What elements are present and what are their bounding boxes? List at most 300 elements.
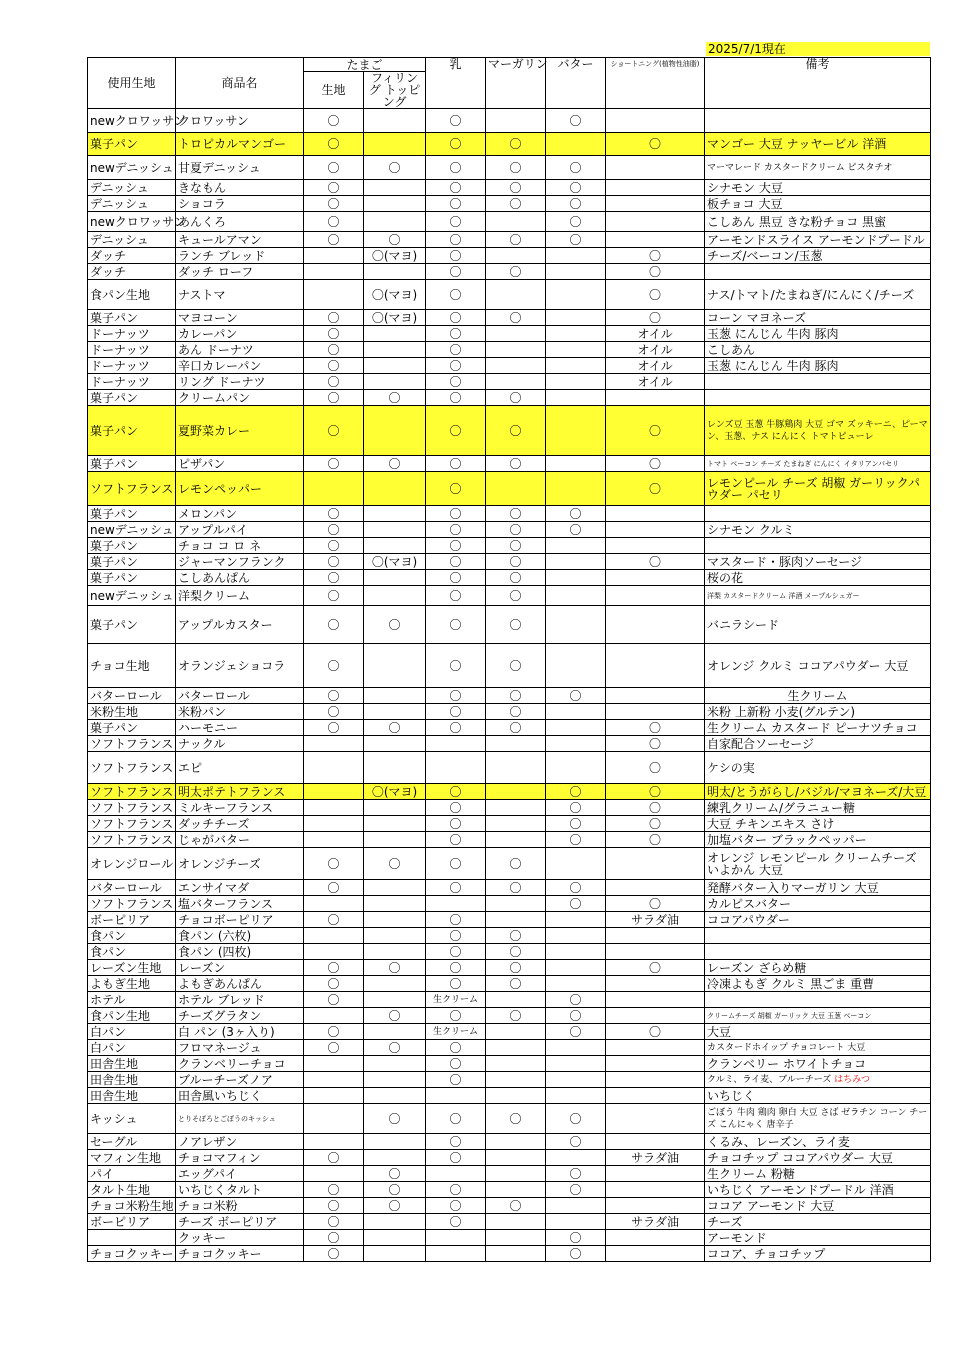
margarine-cell — [486, 342, 546, 358]
milk-cell: 〇 — [426, 1182, 486, 1198]
egg-dough-cell — [304, 1056, 364, 1072]
milk-cell: 〇 — [426, 133, 486, 156]
fabric-cell: newデニッシュ — [88, 522, 176, 538]
egg-dough-cell: 〇 — [304, 133, 364, 156]
table-row — [88, 688, 931, 704]
egg-dough-cell: 〇 — [304, 1040, 364, 1056]
egg-dough-cell — [304, 280, 364, 310]
butter-cell: 〇 — [546, 1230, 606, 1246]
product-cell: 田舎風いちじく — [176, 1088, 304, 1104]
egg-dough-cell — [304, 752, 364, 784]
product-cell: エンサイマダ — [176, 880, 304, 896]
egg-dough-cell: 〇 — [304, 960, 364, 976]
product-cell: ジャーマンフランク — [176, 554, 304, 570]
shortening-cell — [606, 976, 705, 992]
table-row — [88, 180, 931, 196]
butter-cell: 〇 — [546, 180, 606, 196]
fabric-cell: 田舎生地 — [88, 1088, 176, 1104]
egg-dough-cell — [304, 928, 364, 944]
table-row — [88, 912, 931, 928]
egg-filling-cell: 〇 — [364, 156, 426, 180]
margarine-cell — [486, 109, 546, 133]
milk-cell: 〇 — [426, 472, 486, 506]
butter-cell — [546, 264, 606, 280]
product-cell: キュールアマン — [176, 232, 304, 248]
margarine-cell: 〇 — [486, 196, 546, 212]
notes-cell: シナモン 大豆 — [705, 180, 931, 196]
product-cell: メロンパン — [176, 506, 304, 522]
egg-filling-cell — [364, 472, 426, 506]
milk-cell — [426, 1088, 486, 1104]
notes-cell: 加塩バター ブラックペッパー — [705, 832, 931, 848]
table-row — [88, 992, 931, 1008]
product-cell: 洋梨クリーム — [176, 586, 304, 606]
milk-cell: 〇 — [426, 570, 486, 586]
egg-dough-cell: 〇 — [304, 196, 364, 212]
egg-dough-cell: 〇 — [304, 109, 364, 133]
header-milk: 乳 — [426, 58, 486, 109]
table-row — [88, 456, 931, 472]
shortening-cell: 〇 — [606, 472, 705, 506]
margarine-cell: 〇 — [486, 880, 546, 896]
product-cell: アップルカスター — [176, 606, 304, 644]
fabric-cell: オレンジロール — [88, 848, 176, 880]
margarine-cell — [486, 472, 546, 506]
notes-cell: こしあん — [705, 342, 931, 358]
shortening-cell: サラダ油 — [606, 1150, 705, 1166]
notes-cell: 冷凍よもぎ クルミ 黒ごま 重曹 — [705, 976, 931, 992]
table-row — [88, 704, 931, 720]
shortening-cell: オイル — [606, 374, 705, 390]
fabric-cell: ドーナッツ — [88, 358, 176, 374]
fabric-cell: チョコクッキー — [88, 1246, 176, 1262]
egg-dough-cell: 〇 — [304, 180, 364, 196]
notes-cell: チョコチップ ココアパウダー 大豆 — [705, 1150, 931, 1166]
shortening-cell: 〇 — [606, 960, 705, 976]
product-cell: 白 パン (3ヶ入り) — [176, 1024, 304, 1040]
table-row — [88, 570, 931, 586]
egg-filling-cell — [364, 976, 426, 992]
egg-filling-cell — [364, 374, 426, 390]
notes-cell: こしあん 黒豆 きな粉チョコ 黒蜜 — [705, 212, 931, 232]
table-row — [88, 248, 931, 264]
milk-cell: 〇 — [426, 506, 486, 522]
product-cell: ホテル ブレッド — [176, 992, 304, 1008]
margarine-cell: 〇 — [486, 522, 546, 538]
notes-cell: ココア、チョコチップ — [705, 1246, 931, 1262]
notes-cell: ココアパウダー — [705, 912, 931, 928]
fabric-cell: 食パン生地 — [88, 1008, 176, 1024]
notes-cell: 板チョコ 大豆 — [705, 196, 931, 212]
margarine-cell: 〇 — [486, 1008, 546, 1024]
milk-cell: 〇 — [426, 358, 486, 374]
notes-cell: クランベリー ホワイトチョコ — [705, 1056, 931, 1072]
table-row — [88, 1230, 931, 1246]
table-row — [88, 1088, 931, 1104]
milk-cell: 〇 — [426, 644, 486, 688]
margarine-cell — [486, 1150, 546, 1166]
egg-dough-cell: 〇 — [304, 554, 364, 570]
product-cell: 食パン (六枚) — [176, 928, 304, 944]
product-cell: よもぎあんぱん — [176, 976, 304, 992]
margarine-cell — [486, 784, 546, 800]
margarine-cell: 〇 — [486, 944, 546, 960]
product-cell: ショコラ — [176, 196, 304, 212]
fabric-cell: ソフトフランス — [88, 752, 176, 784]
milk-cell — [426, 1230, 486, 1246]
header-fabric: 使用生地 — [88, 58, 176, 109]
butter-cell — [546, 538, 606, 554]
notes-cell: カスタードホイップ チョコレート 大豆 — [705, 1040, 931, 1056]
notes-cell: 米粉 上新粉 小麦(グルテン) — [705, 704, 931, 720]
egg-dough-cell — [304, 736, 364, 752]
table-row — [88, 264, 931, 280]
margarine-cell: 〇 — [486, 976, 546, 992]
margarine-cell — [486, 1230, 546, 1246]
milk-cell: 〇 — [426, 390, 486, 406]
margarine-cell: 〇 — [486, 1198, 546, 1214]
butter-cell — [546, 912, 606, 928]
butter-cell — [546, 704, 606, 720]
table-row — [88, 720, 931, 736]
egg-filling-cell: 〇 — [364, 1198, 426, 1214]
egg-filling-cell — [364, 800, 426, 816]
product-cell: いちじくタルト — [176, 1182, 304, 1198]
milk-cell: 〇 — [426, 1104, 486, 1134]
fabric-cell: パイ — [88, 1166, 176, 1182]
fabric-cell: 菓子パン — [88, 390, 176, 406]
product-cell: 塩バターフランス — [176, 896, 304, 912]
milk-cell: 〇 — [426, 784, 486, 800]
header-butter: バター — [546, 58, 606, 109]
egg-dough-cell: 〇 — [304, 342, 364, 358]
egg-filling-cell — [364, 522, 426, 538]
notes-cell: 大豆 — [705, 1024, 931, 1040]
notes-text: クルミ、ライ麦、ブルーチーズ — [707, 1074, 835, 1085]
margarine-cell — [486, 326, 546, 342]
egg-dough-cell — [304, 1104, 364, 1134]
margarine-cell: 〇 — [486, 570, 546, 586]
fabric-cell: チョコ米粉生地 — [88, 1198, 176, 1214]
margarine-cell — [486, 280, 546, 310]
shortening-cell: 〇 — [606, 896, 705, 912]
margarine-cell: 〇 — [486, 960, 546, 976]
shortening-cell — [606, 538, 705, 554]
shortening-cell — [606, 180, 705, 196]
shortening-cell: 〇 — [606, 406, 705, 456]
butter-cell — [546, 326, 606, 342]
egg-dough-cell: 〇 — [304, 456, 364, 472]
milk-cell: 〇 — [426, 928, 486, 944]
table-row — [88, 1182, 931, 1198]
margarine-cell: 〇 — [486, 180, 546, 196]
egg-filling-cell: 〇 — [364, 606, 426, 644]
egg-dough-cell: 〇 — [304, 522, 364, 538]
margarine-cell: 〇 — [486, 586, 546, 606]
milk-cell: 〇 — [426, 280, 486, 310]
shortening-cell — [606, 688, 705, 704]
margarine-cell: 〇 — [486, 606, 546, 644]
egg-dough-cell — [304, 264, 364, 280]
egg-dough-cell — [304, 248, 364, 264]
egg-dough-cell: 〇 — [304, 720, 364, 736]
product-cell: カレーパン — [176, 326, 304, 342]
product-cell: チョコマフィン — [176, 1150, 304, 1166]
fabric-cell: 田舎生地 — [88, 1072, 176, 1088]
butter-cell — [546, 406, 606, 456]
butter-cell: 〇 — [546, 1024, 606, 1040]
butter-cell — [546, 960, 606, 976]
margarine-cell — [486, 1214, 546, 1230]
milk-cell: 〇 — [426, 264, 486, 280]
egg-dough-cell: 〇 — [304, 848, 364, 880]
table-row — [88, 1040, 931, 1056]
notes-cell: マンゴー 大豆 ナッヤービル 洋酒 — [705, 133, 931, 156]
shortening-cell: 〇 — [606, 784, 705, 800]
notes-cell: 生クリーム — [705, 688, 931, 704]
shortening-cell — [606, 212, 705, 232]
shortening-cell: サラダ油 — [606, 1214, 705, 1230]
egg-dough-cell: 〇 — [304, 1230, 364, 1246]
table-row — [88, 1198, 931, 1214]
egg-dough-cell: 〇 — [304, 1150, 364, 1166]
egg-filling-cell — [364, 264, 426, 280]
egg-filling-cell — [364, 358, 426, 374]
shortening-cell: 〇 — [606, 264, 705, 280]
milk-cell: 〇 — [426, 232, 486, 248]
egg-filling-cell: 〇 — [364, 1166, 426, 1182]
butter-cell — [546, 1072, 606, 1088]
margarine-cell — [486, 248, 546, 264]
shortening-cell: 〇 — [606, 1024, 705, 1040]
shortening-cell — [606, 1134, 705, 1150]
margarine-cell: 〇 — [486, 390, 546, 406]
table-row — [88, 1134, 931, 1150]
butter-cell: 〇 — [546, 832, 606, 848]
fabric-cell: タルト生地 — [88, 1182, 176, 1198]
product-cell: とりそぼろとごぼうのキッシュ — [176, 1104, 304, 1134]
table-row — [88, 606, 931, 644]
milk-cell: 〇 — [426, 374, 486, 390]
egg-filling-cell: 〇(マヨ) — [364, 310, 426, 326]
butter-cell — [546, 944, 606, 960]
table-row — [88, 358, 931, 374]
notes-cell — [705, 928, 931, 944]
header-shortening: ショートニング(植物性油脂) — [606, 58, 705, 109]
milk-cell: 〇 — [426, 976, 486, 992]
milk-cell — [426, 896, 486, 912]
notes-cell — [705, 506, 931, 522]
table-row — [88, 960, 931, 976]
shortening-cell: 〇 — [606, 310, 705, 326]
fabric-cell: 菓子パン — [88, 456, 176, 472]
egg-filling-cell — [364, 912, 426, 928]
butter-cell: 〇 — [546, 688, 606, 704]
shortening-cell — [606, 1182, 705, 1198]
fabric-cell: ドーナッツ — [88, 342, 176, 358]
egg-filling-cell: 〇 — [364, 848, 426, 880]
fabric-cell: 菓子パン — [88, 554, 176, 570]
egg-filling-cell — [364, 736, 426, 752]
margarine-cell: 〇 — [486, 264, 546, 280]
butter-cell — [546, 1088, 606, 1104]
notes-cell — [705, 992, 931, 1008]
egg-filling-cell: 〇 — [364, 232, 426, 248]
milk-cell: 〇 — [426, 342, 486, 358]
table-row — [88, 472, 931, 506]
egg-dough-cell: 〇 — [304, 976, 364, 992]
shortening-cell: 〇 — [606, 554, 705, 570]
shortening-cell — [606, 1008, 705, 1024]
product-cell: ランチ ブレッド — [176, 248, 304, 264]
egg-filling-cell — [364, 212, 426, 232]
margarine-cell — [486, 1246, 546, 1262]
table-row — [88, 522, 931, 538]
table-row — [88, 1024, 931, 1040]
table-row — [88, 1008, 931, 1024]
product-cell: チョコ米粉 — [176, 1198, 304, 1214]
notes-cell — [705, 944, 931, 960]
table-row — [88, 586, 931, 606]
egg-filling-cell — [364, 1056, 426, 1072]
egg-filling-cell — [364, 1230, 426, 1246]
milk-cell: 〇 — [426, 944, 486, 960]
egg-filling-cell — [364, 1024, 426, 1040]
egg-filling-cell — [364, 342, 426, 358]
egg-filling-cell — [364, 704, 426, 720]
milk-cell — [426, 1246, 486, 1262]
product-cell: 辛口カレーパン — [176, 358, 304, 374]
butter-cell — [546, 644, 606, 688]
table-row — [88, 736, 931, 752]
fabric-cell: ダッチ — [88, 248, 176, 264]
milk-cell: 〇 — [426, 1134, 486, 1150]
margarine-cell: 〇 — [486, 848, 546, 880]
margarine-cell: 〇 — [486, 688, 546, 704]
egg-filling-cell — [364, 880, 426, 896]
product-cell: ナストマ — [176, 280, 304, 310]
fabric-cell: デニッシュ — [88, 232, 176, 248]
fabric-cell: キッシュ — [88, 1104, 176, 1134]
egg-filling-cell — [364, 944, 426, 960]
shortening-cell — [606, 606, 705, 644]
shortening-cell: サラダ油 — [606, 912, 705, 928]
product-cell: リング ドーナツ — [176, 374, 304, 390]
egg-dough-cell: 〇 — [304, 538, 364, 554]
milk-cell: 〇 — [426, 180, 486, 196]
butter-cell — [546, 390, 606, 406]
product-cell: ピザパン — [176, 456, 304, 472]
fabric-cell: ドーナッツ — [88, 374, 176, 390]
fabric-cell: 白パン — [88, 1040, 176, 1056]
notes-cell: クリームチーズ 胡椒 ガーリック 大豆 玉葱 ベーコン — [705, 1008, 931, 1024]
milk-cell: 〇 — [426, 1056, 486, 1072]
margarine-cell — [486, 1088, 546, 1104]
table-row — [88, 109, 931, 133]
butter-cell: 〇 — [546, 992, 606, 1008]
milk-cell: 生クリーム — [426, 992, 486, 1008]
notes-cell: いちじく アーモンドプードル 洋酒 — [705, 1182, 931, 1198]
margarine-cell — [486, 896, 546, 912]
fabric-cell: 菓子パン — [88, 406, 176, 456]
milk-cell: 〇 — [426, 406, 486, 456]
margarine-cell — [486, 374, 546, 390]
margarine-cell — [486, 1056, 546, 1072]
egg-filling-cell — [364, 586, 426, 606]
egg-filling-cell — [364, 1150, 426, 1166]
egg-filling-cell — [364, 644, 426, 688]
shortening-cell: 〇 — [606, 736, 705, 752]
milk-cell: 〇 — [426, 1198, 486, 1214]
notes-cell — [705, 390, 931, 406]
butter-cell — [546, 976, 606, 992]
date-label: 2025/7/1現在 — [706, 42, 930, 56]
butter-cell — [546, 1198, 606, 1214]
shortening-cell: 〇 — [606, 720, 705, 736]
shortening-cell — [606, 586, 705, 606]
margarine-cell — [486, 1040, 546, 1056]
egg-dough-cell: 〇 — [304, 358, 364, 374]
butter-cell — [546, 752, 606, 784]
table-row — [88, 133, 931, 156]
product-cell: ミルキーフランス — [176, 800, 304, 816]
notes-cell: 練乳クリーム/グラニュー糖 — [705, 800, 931, 816]
fabric-cell: ホテル — [88, 992, 176, 1008]
egg-filling-cell — [364, 326, 426, 342]
product-cell: 食パン (四枚) — [176, 944, 304, 960]
product-cell: あんくろ — [176, 212, 304, 232]
shortening-cell — [606, 848, 705, 880]
milk-cell: 〇 — [426, 456, 486, 472]
fabric-cell: 食パン — [88, 928, 176, 944]
butter-cell: 〇 — [546, 1182, 606, 1198]
egg-dough-cell: 〇 — [304, 310, 364, 326]
table-row — [88, 280, 931, 310]
fabric-cell: ボーピリア — [88, 912, 176, 928]
egg-dough-cell — [304, 1166, 364, 1182]
egg-filling-cell: 〇 — [364, 720, 426, 736]
margarine-cell: 〇 — [486, 1104, 546, 1134]
shortening-cell — [606, 570, 705, 586]
milk-cell: 〇 — [426, 538, 486, 554]
table-row — [88, 644, 931, 688]
product-cell: じゃがバター — [176, 832, 304, 848]
egg-dough-cell: 〇 — [304, 688, 364, 704]
egg-filling-cell — [364, 1134, 426, 1150]
butter-cell — [546, 248, 606, 264]
butter-cell: 〇 — [546, 1166, 606, 1182]
notes-cell: 生クリーム 粉糖 — [705, 1166, 931, 1182]
fabric-cell: ソフトフランス — [88, 800, 176, 816]
product-cell: 夏野菜カレー — [176, 406, 304, 456]
table-row — [88, 752, 931, 784]
shortening-cell — [606, 196, 705, 212]
shortening-cell: オイル — [606, 326, 705, 342]
margarine-cell: 〇 — [486, 506, 546, 522]
product-cell: クリームパン — [176, 390, 304, 406]
egg-filling-cell: 〇(マヨ) — [364, 248, 426, 264]
egg-filling-cell — [364, 570, 426, 586]
product-cell: クランベリーチョコ — [176, 1056, 304, 1072]
milk-cell: 〇 — [426, 606, 486, 644]
egg-dough-cell: 〇 — [304, 506, 364, 522]
butter-cell: 〇 — [546, 816, 606, 832]
butter-cell — [546, 720, 606, 736]
notes-cell — [705, 264, 931, 280]
milk-cell: 〇 — [426, 196, 486, 212]
shortening-cell: オイル — [606, 358, 705, 374]
butter-cell: 〇 — [546, 109, 606, 133]
